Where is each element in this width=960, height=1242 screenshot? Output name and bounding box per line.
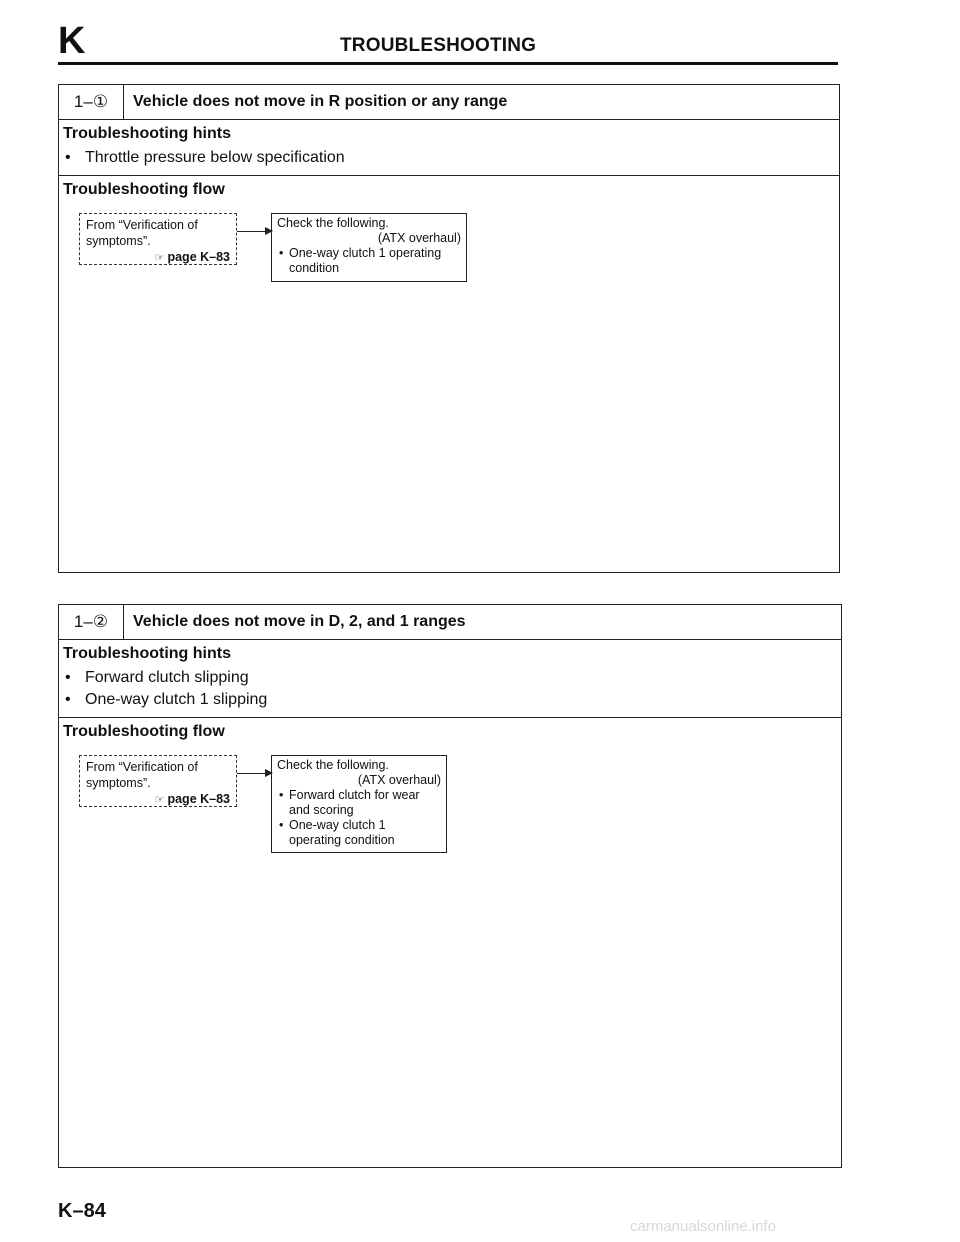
watermark: carmanualsonline.info [630, 1218, 776, 1235]
flow-check-box [271, 213, 467, 282]
check-subheading: (ATX overhaul) [377, 231, 461, 245]
flow-heading: Troubleshooting flow [63, 723, 225, 740]
hints-heading: Troubleshooting hints [63, 125, 231, 142]
hint-item [63, 689, 267, 711]
hint-text: One-way clutch 1 slipping [85, 691, 268, 708]
page-title: TROUBLESHOOTING [340, 35, 537, 56]
flow-check-box [271, 755, 447, 853]
reference-text: From “Verification of symptoms”. [86, 760, 198, 790]
pointing-hand-icon: ☞ [154, 794, 165, 806]
flow-section [59, 176, 839, 572]
panel-title-row [59, 85, 839, 120]
hints-list [63, 147, 345, 169]
troubleshooting-panel-1 [58, 84, 840, 573]
page-number: K–84 [58, 1200, 106, 1222]
arrow-right-icon [237, 231, 271, 232]
page-reference-text: page K–83 [167, 250, 230, 264]
hint-text: Throttle pressure below specification [85, 149, 345, 166]
check-list [277, 246, 461, 276]
check-heading: Check the following. [277, 216, 389, 230]
hints-list [63, 667, 267, 711]
troubleshooting-panel-2 [58, 604, 842, 1168]
flow-reference-box [79, 213, 237, 265]
panel-number: 1–① [59, 85, 124, 119]
page-reference[interactable] [86, 249, 230, 266]
hints-section [59, 640, 841, 718]
page-reference-text: page K–83 [167, 792, 230, 806]
flow-reference-box [79, 755, 237, 807]
panel-number: 1–② [59, 605, 124, 639]
page-reference[interactable] [86, 791, 230, 808]
panel-title: Vehicle does not move in R position or any range [133, 93, 508, 110]
panel-title-row [59, 605, 841, 640]
panel-title: Vehicle does not move in D, 2, and 1 ranges [133, 613, 466, 630]
flow-heading: Troubleshooting flow [63, 181, 225, 198]
bullet-icon: • [65, 149, 71, 166]
hint-item [63, 147, 345, 169]
check-item: • Forward clutch for wear and scoring [277, 788, 441, 818]
check-item: • One-way clutch 1 operating condition [277, 246, 461, 276]
hint-item [63, 667, 267, 689]
arrow-right-icon [237, 773, 271, 774]
check-item: • One-way clutch 1 operating condition [277, 818, 441, 848]
hints-heading: Troubleshooting hints [63, 645, 231, 662]
bullet-icon: • [65, 669, 71, 686]
hints-section [59, 120, 839, 176]
reference-text: From “Verification of symptoms”. [86, 218, 198, 248]
hint-text: Forward clutch slipping [85, 669, 249, 686]
flow-section [59, 718, 841, 1167]
check-heading: Check the following. [277, 758, 389, 772]
bullet-icon: • [65, 691, 71, 708]
section-letter: K [58, 20, 86, 62]
check-list [277, 788, 441, 848]
header-divider [58, 62, 838, 65]
pointing-hand-icon: ☞ [154, 252, 165, 264]
check-subheading: (ATX overhaul) [357, 773, 441, 787]
